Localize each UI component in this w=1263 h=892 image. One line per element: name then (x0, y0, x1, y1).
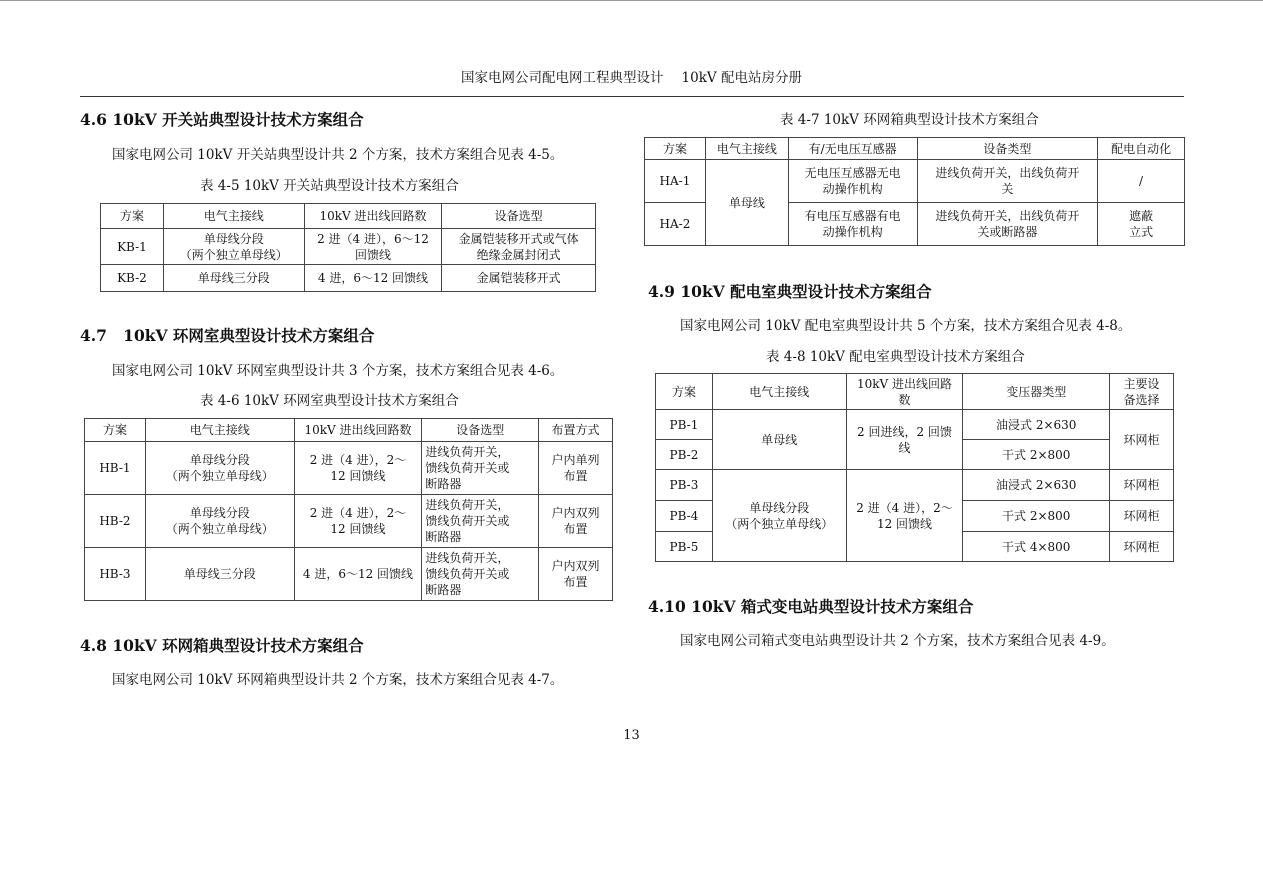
th-wiring: 电气主接线 (145, 419, 294, 442)
th-pt: 有/无电压互感器 (788, 138, 917, 160)
cell: 进线负荷开关，出线负荷开 关或断路器 (917, 203, 1098, 246)
cell: PB-3 (656, 470, 713, 501)
header-right: 10kV 配电站房分册 (681, 70, 802, 86)
table-4-6-caption: 表 4-6 10kV 环网室典型设计技术方案组合 (200, 393, 459, 409)
th-lines: 10kV 进出线回路数 (294, 419, 422, 442)
top-border (0, 0, 1263, 1)
section-number: 4.7 (80, 326, 107, 345)
cell: 2 进（4 进），2～ 12 回馈线 (294, 442, 422, 495)
cell: 油浸式 2×630 (963, 410, 1110, 440)
page-number: 13 (623, 728, 640, 743)
cell: 2 进（4 进），2～ 12 回馈线 (846, 470, 963, 562)
cell: 户内单列 布置 (539, 442, 613, 495)
cell: PB-2 (656, 440, 713, 470)
table-4-7 (644, 137, 1185, 246)
header-left: 国家电网公司配电网工程典型设计 (461, 70, 664, 86)
cell: HA-1 (645, 160, 706, 203)
th-equipment: 主要设 备选择 (1110, 374, 1174, 410)
cell: 金属铠装移开式 (442, 265, 596, 292)
th-scheme: 方案 (656, 374, 713, 410)
table-4-8 (655, 373, 1174, 562)
cell: / (1098, 160, 1185, 203)
header-rule (80, 96, 1184, 97)
cell: PB-5 (656, 532, 713, 562)
th-lines: 10kV 进出线回路数 (304, 204, 442, 229)
section-4-8-paragraph: 国家电网公司 10kV 环网箱典型设计共 2 个方案，技术方案组合见表 4-7。 (112, 672, 564, 688)
table-row (656, 470, 1174, 501)
section-title: 10kV 环网箱典型设计技术方案组合 (112, 636, 364, 655)
cell: 进线负荷开关， 馈线负荷开关或 断路器 (422, 495, 539, 548)
th-layout: 布置方式 (539, 419, 613, 442)
th-equipment: 设备选型 (442, 204, 596, 229)
section-title: 10kV 开关站典型设计技术方案组合 (112, 110, 364, 129)
section-number: 4.6 (80, 110, 107, 129)
cell: 有电压互感器有电 动操作机构 (788, 203, 917, 246)
section-title: 10kV 配电室典型设计技术方案组合 (680, 282, 932, 301)
section-title: 10kV 箱式变电站典型设计技术方案组合 (691, 597, 974, 616)
cell: PB-4 (656, 501, 713, 532)
cell: HB-1 (85, 442, 146, 495)
th-transformer: 变压器类型 (963, 374, 1110, 410)
section-4-6-heading (80, 108, 364, 130)
section-number: 4.9 (648, 282, 675, 301)
section-title: 10kV 环网室典型设计技术方案组合 (123, 326, 375, 345)
table-row (101, 229, 596, 265)
cell: 油浸式 2×630 (963, 470, 1110, 501)
section-4-8-heading (80, 634, 364, 656)
cell: PB-1 (656, 410, 713, 440)
cell: 单母线三分段 (163, 265, 304, 292)
cell: 环网柜 (1110, 470, 1174, 501)
table-row (645, 160, 1185, 203)
table-row (85, 442, 613, 495)
cell: 单母线分段 （两个独立单母线） (712, 470, 846, 562)
table-4-8-caption: 表 4-8 10kV 配电室典型设计技术方案组合 (766, 349, 1025, 365)
cell: 遮蔽 立式 (1098, 203, 1185, 246)
th-device: 设备类型 (917, 138, 1098, 160)
table-row (101, 265, 596, 292)
cell: 2 回进线，2 回馈 线 (846, 410, 963, 470)
th-wiring: 电气主接线 (163, 204, 304, 229)
cell: 进线负荷开关， 馈线负荷开关或 断路器 (422, 442, 539, 495)
page-header (0, 66, 1263, 86)
table-row (656, 410, 1174, 440)
cell: KB-2 (101, 265, 164, 292)
th-wiring: 电气主接线 (712, 374, 846, 410)
cell: 环网柜 (1110, 532, 1174, 562)
cell: HB-2 (85, 495, 146, 548)
cell: KB-1 (101, 229, 164, 265)
section-4-7-heading (80, 324, 374, 346)
cell: 进线负荷开关，出线负荷开 关 (917, 160, 1098, 203)
cell: 4 进，6～12 回馈线 (294, 548, 422, 601)
section-4-9-paragraph: 国家电网公司 10kV 配电室典型设计共 5 个方案，技术方案组合见表 4-8。 (680, 318, 1132, 334)
table-4-7-caption: 表 4-7 10kV 环网箱典型设计技术方案组合 (780, 112, 1039, 128)
cell: 金属铠装移开式或气体 绝缘金属封闭式 (442, 229, 596, 265)
cell: 单母线分段 （两个独立单母线） (145, 442, 294, 495)
cell: 干式 2×800 (963, 440, 1110, 470)
table-4-5 (100, 203, 596, 292)
cell: 环网柜 (1110, 410, 1174, 470)
th-scheme: 方案 (645, 138, 706, 160)
cell: 环网柜 (1110, 501, 1174, 532)
cell: 单母线 (705, 160, 788, 246)
cell: 2 进（4 进），2～ 12 回馈线 (294, 495, 422, 548)
table-row (85, 548, 613, 601)
cell: 户内双列 布置 (539, 495, 613, 548)
th-equipment: 设备选型 (422, 419, 539, 442)
cell: HB-3 (85, 548, 146, 601)
section-number: 4.8 (80, 636, 107, 655)
th-lines: 10kV 进出线回路 数 (846, 374, 963, 410)
section-4-6-paragraph: 国家电网公司 10kV 开关站典型设计共 2 个方案，技术方案组合见表 4-5。 (112, 147, 564, 163)
section-4-10-heading (648, 595, 973, 617)
cell: 进线负荷开关， 馈线负荷开关或 断路器 (422, 548, 539, 601)
table-4-5-caption: 表 4-5 10kV 开关站典型设计技术方案组合 (200, 178, 459, 194)
table-4-6 (84, 418, 613, 601)
th-automation: 配电自动化 (1098, 138, 1185, 160)
section-number: 4.10 (648, 597, 686, 616)
cell: 干式 4×800 (963, 532, 1110, 562)
cell: HA-2 (645, 203, 706, 246)
th-wiring: 电气主接线 (705, 138, 788, 160)
section-4-9-heading (648, 280, 932, 302)
cell: 单母线分段 （两个独立单母线） (163, 229, 304, 265)
cell: 无电压互感器无电 动操作机构 (788, 160, 917, 203)
cell: 单母线分段 （两个独立单母线） (145, 495, 294, 548)
section-4-7-paragraph: 国家电网公司 10kV 环网室典型设计共 3 个方案，技术方案组合见表 4-6。 (112, 363, 564, 379)
table-row (85, 495, 613, 548)
th-scheme: 方案 (101, 204, 164, 229)
cell: 单母线三分段 (145, 548, 294, 601)
cell: 单母线 (712, 410, 846, 470)
cell: 干式 2×800 (963, 501, 1110, 532)
th-scheme: 方案 (85, 419, 146, 442)
cell: 2 进（4 进），6～12 回馈线 (304, 229, 442, 265)
cell: 户内双列 布置 (539, 548, 613, 601)
cell: 4 进，6～12 回馈线 (304, 265, 442, 292)
section-4-10-paragraph: 国家电网公司箱式变电站典型设计共 2 个方案，技术方案组合见表 4-9。 (680, 633, 1115, 649)
